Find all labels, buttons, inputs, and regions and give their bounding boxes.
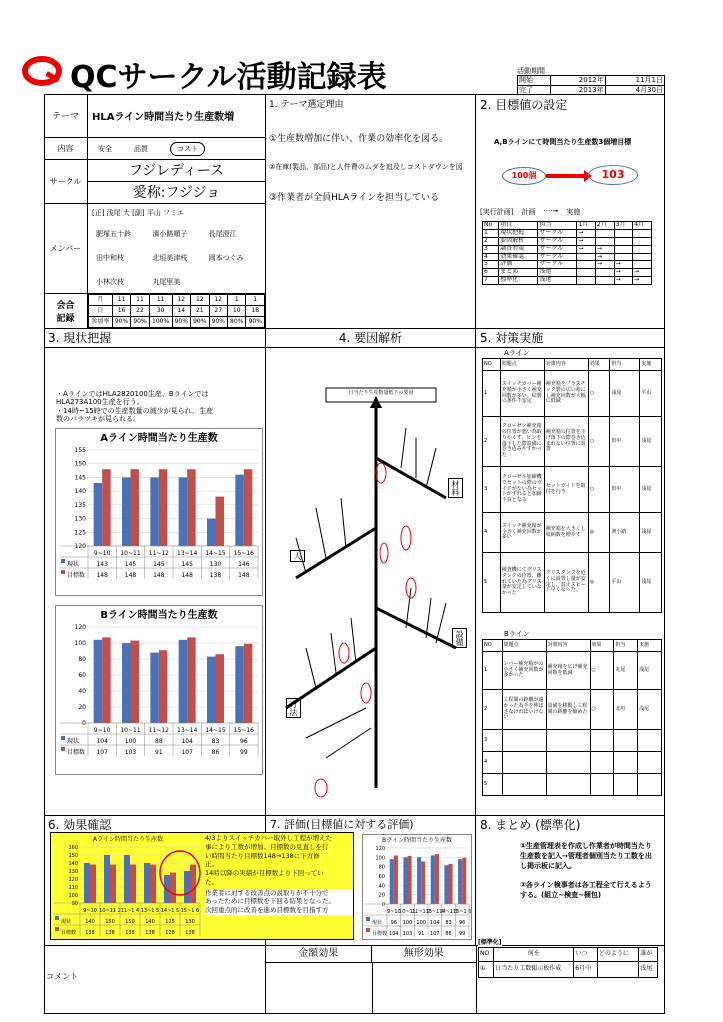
target-text: A,Bラインにて時間当たり生産数3個増目標 xyxy=(494,138,632,146)
bar-current xyxy=(431,855,435,904)
y-tick-label: 80 xyxy=(378,864,385,871)
legend-swatch xyxy=(61,559,65,563)
circle-alias: 愛称:フジジョ xyxy=(132,185,221,201)
legend-label: 現状 xyxy=(67,738,80,745)
y-tick-label: 120 xyxy=(74,624,86,631)
fishbone-diagram xyxy=(266,348,476,808)
data-label: 138 xyxy=(185,930,195,936)
note-line: 数のバラツキが見られる。 xyxy=(56,415,140,424)
section-6-title: 6. 効果確認 xyxy=(48,818,112,832)
fishbone-label-method: 方法 xyxy=(286,698,301,718)
y-tick-label: 135 xyxy=(74,501,86,509)
x-tick-label: 10~11 xyxy=(399,909,416,915)
actual-label: 実施 xyxy=(566,208,581,216)
chart-b-effect xyxy=(362,834,472,940)
bar-target xyxy=(131,469,140,546)
y-tick-label: 140 xyxy=(68,861,78,867)
chart-a-effect-title: Aライン時間当たり生産数 xyxy=(93,836,163,843)
bar-target xyxy=(102,469,111,546)
circle-label: サークル xyxy=(44,160,88,203)
bar-target xyxy=(150,865,156,903)
bar-target xyxy=(130,865,136,903)
data-label: 146 xyxy=(238,561,250,568)
data-label: 96 xyxy=(390,920,398,926)
footer xyxy=(44,939,665,1014)
note-line: 事により工数が増加。目標数の見直しを行 xyxy=(205,842,329,851)
x-tick-label: 9~10 xyxy=(386,909,401,915)
legend-swatch xyxy=(366,917,370,921)
note-line: 4/3よりスイッチカバー取外し工程が増えた xyxy=(205,834,333,842)
data-label: 91 xyxy=(417,931,425,937)
section-1 xyxy=(266,94,476,328)
data-label: 143 xyxy=(96,561,108,568)
member: 北垣美津枝 xyxy=(152,254,188,262)
plan-arrow: ····→ xyxy=(543,207,559,215)
section-2 xyxy=(476,94,665,328)
note-line: 次回重点的に改善を進め目標数を目指す方 xyxy=(205,906,329,915)
bar-target xyxy=(244,469,253,546)
data-label: 107 xyxy=(430,931,440,937)
y-tick-label: 20 xyxy=(78,704,86,711)
target-arrow xyxy=(546,174,586,178)
bar-current xyxy=(150,653,159,723)
data-label: 100 xyxy=(402,920,413,926)
chart-a-effect xyxy=(52,834,204,938)
data-label: 99 xyxy=(458,931,466,937)
bar-target xyxy=(90,865,96,903)
data-label: 130 xyxy=(185,919,195,925)
bar-current xyxy=(144,863,150,903)
countermeasure-table-a: NO 問題点 対策内容 効果 担当 実施 1 スイッチカバー補充箱が小さく補充回数が多い。結製の条件不安定 補充箱をプラスチック製の広い箱にし補充回数が大幅に低減 ○ 浅尾 平山 2 クローゼン補充箱の位置が悪い為取りやくす、ビンを落下した際設備に巻き込みやすかった 補充箱の位置を下げ落下の際巻き込まれない位置に設置 ○ 田中 浅尾 3 クローゼル加締機でセットの際のガイドがない為セットがずれると加締不良となる セットガイドを取付を行う ○ 田中 浅尾 4 スイッチ補充箱が小さく補充回数が多い 補充箱を大きくし収納数を増やす ◎ 濱小路 浅尾 5 検査機にてグリスタンクの位置、離れていた為グリス量が安定していなかった グリスタンクを近くに設置し量が安定し、封止スピード早くなった。 ◎ 平山 浅尾 xyxy=(482,358,662,613)
x-tick-label: 14~1 5 xyxy=(160,908,180,914)
fishbone-label-material: 材料 xyxy=(448,478,463,498)
chart-b-current xyxy=(55,605,263,775)
countermeasure-table-b: NO 問題点 対策内容 効果 担当 実施 1 レバー補充箱がの小さく補充回数が多かった 補充箱を広げ補充回数を低減 ○ 丸尾 浅尾 2 工程間の距離が遠かった為手を伸ばさなければいけない 設備を移動し工程間の距離を縮めた ○ 北垣 浅尾 3 4 5 xyxy=(482,639,662,796)
line-b-label: Bライン xyxy=(504,630,530,638)
fishbone-label-person: 人 xyxy=(290,550,305,562)
money-effect-label: 金額効果 xyxy=(266,945,372,962)
x-tick-label: 11~12 xyxy=(148,550,169,557)
bar-target xyxy=(216,497,225,546)
x-tick-label: 11~12 xyxy=(148,727,169,734)
activity-period: 活動期間 開始 2012年 11月1日 完了 2013年 4月30日 xyxy=(517,67,663,94)
target-to: 103 xyxy=(588,165,638,185)
data-label: 88 xyxy=(155,738,163,745)
line-a-label: Aライン xyxy=(504,349,530,357)
note-line: 14時以降の実績が目標数より下回ってい xyxy=(205,869,324,878)
data-label: 140 xyxy=(145,919,155,925)
content-cost: コスト xyxy=(170,142,205,156)
bar-current xyxy=(235,475,244,546)
data-label: 138 xyxy=(209,572,222,579)
data-label: 83 xyxy=(445,920,452,926)
y-tick-label: 120 xyxy=(375,846,385,852)
y-tick-label: 100 xyxy=(74,640,86,647)
bar-target xyxy=(421,862,425,904)
bar-current xyxy=(403,857,407,904)
legend-swatch xyxy=(366,928,370,932)
x-tick-label: 13~1 4 xyxy=(425,909,445,915)
bar-target xyxy=(394,855,398,904)
y-tick-label: 155 xyxy=(74,447,86,454)
legend-label: 目標数 xyxy=(61,930,77,936)
y-tick-label: 120 xyxy=(74,543,86,550)
x-tick-label: 11~1 4 xyxy=(120,908,140,914)
chart-a-title: Aライン時間当たり生産数 xyxy=(100,433,218,444)
standardization-title: [標準化] xyxy=(478,939,502,946)
member: 長尾澄江 xyxy=(208,230,237,238)
data-label: 107 xyxy=(96,749,108,756)
data-label: 138 xyxy=(105,930,115,936)
x-tick-label: 14~1 5 xyxy=(439,909,458,915)
data-label: 145 xyxy=(153,561,165,568)
data-label: 96 xyxy=(240,738,248,745)
data-label: 140 xyxy=(85,919,95,925)
data-label: 103 xyxy=(124,749,137,756)
data-label: 91 xyxy=(155,749,163,756)
members-label: メンバー xyxy=(44,204,88,293)
chart-b-title: Bライン時間当たり生産数 xyxy=(100,610,218,621)
data-label: 100 xyxy=(416,920,426,926)
circle-name: フジレディース xyxy=(88,160,265,182)
bar-target xyxy=(187,637,196,723)
data-label: 150 xyxy=(105,919,115,925)
note-line: HLA273A100生産を行う。 xyxy=(56,398,144,407)
bar-current xyxy=(150,477,159,546)
x-tick-label: 10~11 xyxy=(120,727,141,734)
y-tick-label: 150 xyxy=(68,853,78,859)
chart-b-effect-title: Bライン時間当たり生産数 xyxy=(382,837,452,844)
section-4 xyxy=(266,328,476,815)
chart-a-current xyxy=(55,428,263,596)
legend-label: 目標数 xyxy=(67,572,86,579)
bar-current xyxy=(124,855,130,903)
bar-target xyxy=(159,469,168,546)
data-label: 86 xyxy=(211,749,220,756)
data-label: 145 xyxy=(181,561,193,568)
bar-target xyxy=(449,864,453,904)
leaders: [正] 浅尾 大 [副] 平山 フミエ xyxy=(92,209,185,217)
data-label: 138 xyxy=(125,930,135,936)
note-line: ・AラインではHLA2820100生産、Bラインでは xyxy=(56,390,209,398)
section-5-title: 5. 対策実施 xyxy=(476,328,665,348)
reason-2: ②在庫(製品、部品)と人件費のムダを追及しコストダウンを図 xyxy=(269,163,463,171)
data-label: 128 xyxy=(165,930,175,936)
comment-label: コメント xyxy=(44,945,266,1014)
standardization-table: NO 何を いつ どのように 誰が ① 日当たり工数掲示板作成 6月中 浅尾 xyxy=(478,947,658,978)
section-5 xyxy=(476,328,665,815)
legend-swatch xyxy=(61,570,65,574)
bar-current xyxy=(444,865,448,904)
content-label: 内容 xyxy=(44,138,88,159)
y-tick-label: 80 xyxy=(78,656,86,663)
y-tick-label: 110 xyxy=(68,885,78,891)
fishbone-label-equipment: 設備 xyxy=(452,628,467,648)
section-1-title: 1. テーマ選定理由 xyxy=(269,100,344,110)
data-label: 104 xyxy=(389,931,399,937)
x-tick-label: 15~1 6 xyxy=(452,909,471,915)
y-tick-label: 40 xyxy=(78,688,86,695)
data-label: 125 xyxy=(165,919,175,925)
bar-current xyxy=(235,646,244,723)
legend-swatch xyxy=(55,927,59,931)
x-tick-label: 9~10 xyxy=(93,550,111,557)
legend-label: 目標数 xyxy=(67,749,86,756)
data-label: 96 xyxy=(458,920,466,926)
legend-swatch xyxy=(55,916,59,920)
bar-target xyxy=(408,856,412,904)
data-label: 86 xyxy=(445,931,452,937)
data-label: 145 xyxy=(124,561,137,568)
content-quality: 品質 xyxy=(134,144,148,153)
y-tick-label: 100 xyxy=(375,855,385,862)
bar-target xyxy=(159,650,168,723)
summary-item-1: ①生産管理表を作成し作業者が時間当たり生産数を記入→管理者個別当たり工数を出し掲示板に記入。 xyxy=(520,842,652,870)
bar-target xyxy=(102,637,111,723)
section-4-title: 4. 要因解析 xyxy=(266,328,475,348)
meeting-table: 月 11 11 11 12 12 12 1 1 日 16 22 30 14 21 27 10 18 参加率 90% 90% 100% 90% 90% 90% 80% 90% xyxy=(88,294,265,328)
member: 小林次枝 xyxy=(96,278,124,286)
data-label: 148 xyxy=(153,572,165,579)
data-label: 138 xyxy=(85,930,95,936)
plan-label: 計画 xyxy=(521,208,536,216)
bar-target xyxy=(131,641,140,723)
data-label: 148 xyxy=(96,572,108,579)
data-label: 104 xyxy=(181,738,193,745)
x-tick-label: 9~10 xyxy=(83,908,97,914)
data-label: 130 xyxy=(209,561,222,568)
note-line: 作業者に対する改善点の説取りが不十分で xyxy=(205,888,329,897)
meeting-label-2: 記録 xyxy=(56,314,75,324)
x-tick-label: 15~16 xyxy=(233,550,254,557)
bar-current xyxy=(390,859,394,904)
bar-current xyxy=(104,855,110,903)
content-safety: 安全 xyxy=(98,144,112,153)
meeting-label: 会合 xyxy=(56,301,75,311)
theme-label: テーマ xyxy=(44,94,88,137)
x-tick-label: 11~1 2 xyxy=(411,909,431,915)
legend-label: 現状 xyxy=(61,919,72,925)
bar-current xyxy=(179,640,188,723)
data-label: 150 xyxy=(125,919,135,925)
logo-icon xyxy=(22,56,62,86)
legend-label: 現状 xyxy=(372,920,383,926)
x-tick-label: 9~10 xyxy=(93,727,111,734)
y-tick-label: 0 xyxy=(82,720,86,727)
intangible-effect-label: 無形効果 xyxy=(403,948,444,959)
legend-label: 目標数 xyxy=(372,931,388,937)
bar-current xyxy=(179,477,188,546)
bar-current xyxy=(207,519,216,546)
bar-current xyxy=(458,859,462,904)
reason-1: ①生産数増加に伴い、作業の効率化を図る。 xyxy=(269,134,449,144)
y-tick-label: 125 xyxy=(74,529,86,537)
note-line: た。 xyxy=(205,877,218,886)
note-line: あったために目標数を下回る結果となった。 xyxy=(205,897,335,906)
bar-target xyxy=(435,854,439,904)
plan-title: [実行計画] xyxy=(480,208,514,216)
legend-swatch xyxy=(61,736,65,740)
y-tick-label: 120 xyxy=(68,877,78,883)
bar-current xyxy=(122,643,131,723)
summary-item-2: ②各ライン検事者は各工程全て行えるようする。(組立~検査~梱包) xyxy=(520,881,652,900)
legend-swatch xyxy=(61,747,65,751)
bar-current xyxy=(94,483,103,546)
bar-target xyxy=(187,469,196,546)
fishbone-head: 日当たり生産数量低下の要因 xyxy=(348,390,414,396)
y-tick-label: 130 xyxy=(74,515,86,523)
note-line: ・14時~15時での生産数量の減少が見られ、生産 xyxy=(56,406,214,415)
section-3-title: 3. 現状把握 xyxy=(44,328,265,348)
bar-current xyxy=(184,871,190,903)
section-8-title: 8. まとめ (標準化) xyxy=(480,818,581,832)
y-tick-label: 40 xyxy=(378,883,385,890)
theme-value: HLAライン時間当たり生産数増 xyxy=(92,112,235,123)
y-tick-label: 0 xyxy=(381,902,385,908)
y-tick-label: 150 xyxy=(74,460,86,468)
x-tick-label: 14~15 xyxy=(205,727,226,734)
bar-target xyxy=(216,654,225,723)
y-tick-label: 90 xyxy=(71,901,78,907)
x-tick-label: 14~15 xyxy=(205,550,226,557)
note-line: い時間当たり目標数148→138に下方修 xyxy=(205,851,320,860)
y-tick-label: 60 xyxy=(78,672,86,679)
y-tick-label: 130 xyxy=(68,869,78,875)
data-label: 100 xyxy=(124,738,137,745)
section-8 xyxy=(476,815,665,945)
member: 肥塚五十鈴 xyxy=(96,230,131,238)
x-tick-label: 13~1 5 xyxy=(140,908,160,914)
member: 濱小路順子 xyxy=(152,230,188,238)
bar-current xyxy=(207,657,216,723)
data-label: 148 xyxy=(124,572,137,579)
y-tick-label: 20 xyxy=(378,892,385,899)
bar-current xyxy=(417,857,421,904)
section-2-title: 2. 目標値の設定 xyxy=(480,98,568,112)
bar-target xyxy=(462,858,466,904)
legend-label: 現状 xyxy=(67,561,80,568)
x-tick-label: 15~16 xyxy=(233,727,254,734)
data-label: 83 xyxy=(211,738,220,745)
x-tick-label: 13~14 xyxy=(177,550,198,557)
y-tick-label: 60 xyxy=(378,874,385,880)
y-tick-label: 145 xyxy=(74,474,86,482)
bar-target xyxy=(190,865,196,903)
data-label: 104 xyxy=(96,738,108,745)
note-line: 正。 xyxy=(205,860,218,869)
data-label: 103 xyxy=(402,931,413,937)
info-block xyxy=(44,94,266,328)
data-label: 138 xyxy=(145,930,155,936)
bar-target xyxy=(110,865,116,903)
member: 田中和枝 xyxy=(96,254,124,262)
y-tick-label: 100 xyxy=(68,893,78,899)
bar-target xyxy=(170,873,176,903)
data-label: 104 xyxy=(430,920,440,926)
x-tick-label: 15~1 6 xyxy=(180,908,200,914)
target-from: 100個 xyxy=(502,167,546,185)
x-tick-label: 13~14 xyxy=(177,727,198,734)
page-title: QCサークル活動記録表 xyxy=(70,60,387,95)
data-label: 99 xyxy=(240,749,248,756)
bar-target xyxy=(244,644,253,723)
x-tick-label: 10~11 2 xyxy=(99,908,121,914)
bar-current xyxy=(122,477,131,546)
x-tick-label: 10~11 xyxy=(120,550,141,557)
section-7-title: 7. 評価(目標値に対する評価) xyxy=(270,818,414,831)
data-label: 107 xyxy=(181,749,193,756)
bar-current xyxy=(84,863,90,903)
member: 岡本つぐみ xyxy=(208,254,244,262)
bar-current xyxy=(94,640,103,723)
data-label: 148 xyxy=(238,572,250,579)
y-tick-label: 160 xyxy=(68,845,78,851)
y-tick-label: 140 xyxy=(74,488,86,496)
data-label: 148 xyxy=(181,572,193,579)
plan-table: No 項目 担当 1月 2月 3月 4月 1 現状把握 サークル → 2 要因解析 サークル → 3 調査対策 サークル → → 4 効果確認 サークル → 5 評価 サークル → → 6 まとめ 浅尾 → → 7 標準化 浅尾 → → xyxy=(482,221,652,285)
member: 丸尾里美 xyxy=(152,278,181,286)
reason-3: ③作業者が全員HLAラインを担当している xyxy=(269,193,439,203)
